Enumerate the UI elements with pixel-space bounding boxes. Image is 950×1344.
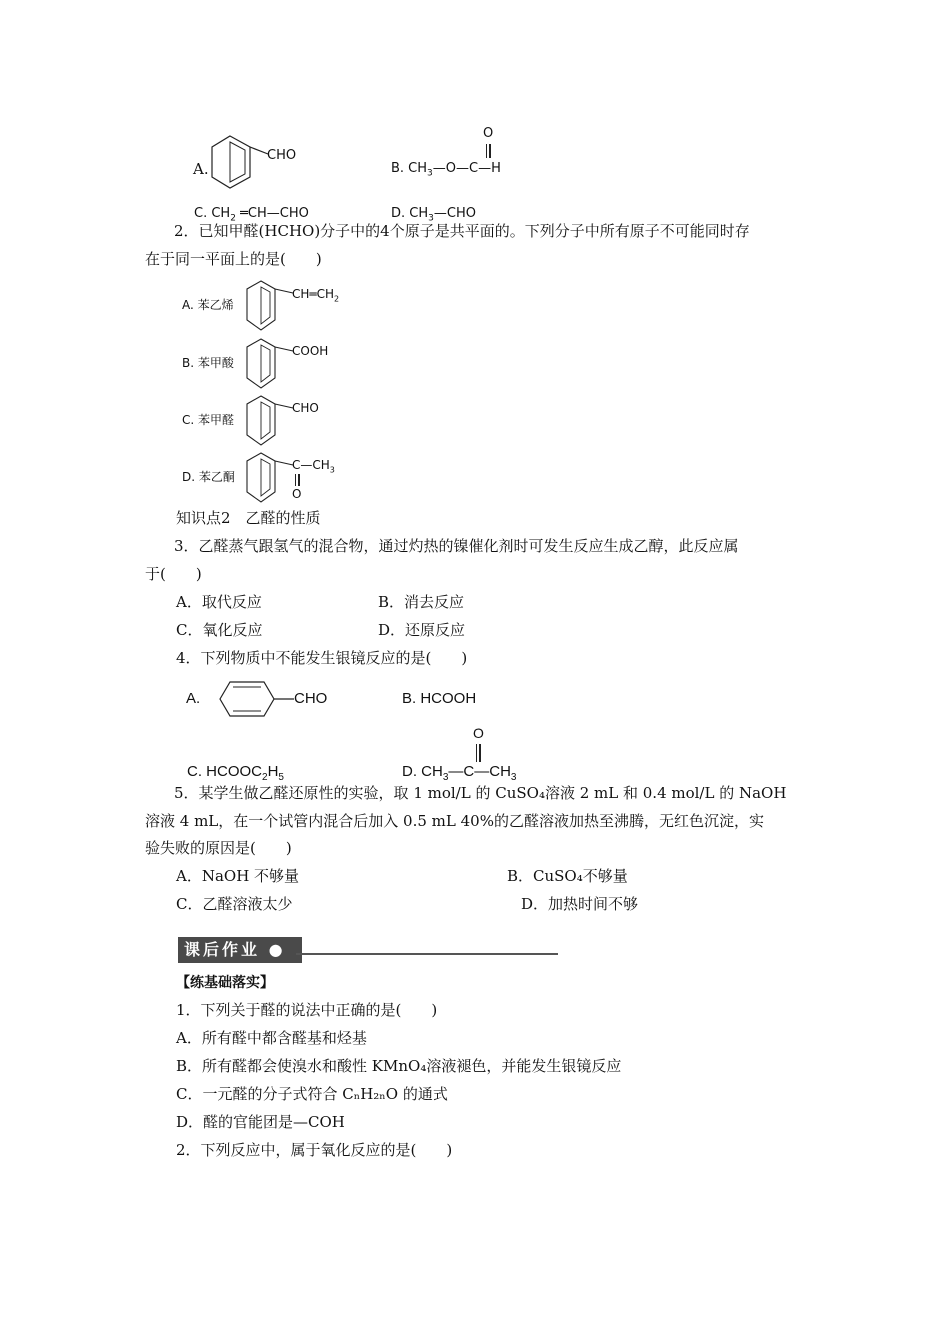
q2-option-a-label: A. 苯乙烯 — [182, 298, 234, 312]
knowledge-point-title: 知识点2 乙醛的性质 — [176, 509, 321, 527]
benzene-ring-icon — [245, 450, 295, 506]
q5-option-d: D．加热时间不够 — [521, 895, 639, 913]
q4-option-a-group: CHO — [294, 690, 328, 707]
hw-q1-option-b: B．所有醛都会使溴水和酸性 KMnO₄溶液褪色，并能发生银镜反应 — [176, 1057, 622, 1075]
hw-q2-stem: 2．下列反应中，属于氧化反应的是( ) — [176, 1141, 453, 1159]
q3-option-d: D．还原反应 — [378, 621, 466, 639]
q2-option-d-label: D. 苯乙酮 — [182, 470, 235, 484]
benzene-ring-icon — [245, 336, 295, 392]
benzene-ring-icon — [245, 393, 295, 449]
double-bond-icon — [486, 144, 488, 158]
q5-option-a: A．NaOH 不够量 — [176, 867, 300, 885]
q2-option-b-label: B. 苯甲酸 — [182, 356, 234, 370]
q4-option-d-oxygen: O — [473, 725, 484, 741]
q2-option-c-group: CHO — [292, 401, 319, 415]
q1-option-a-label: A. — [193, 160, 209, 178]
q1-option-b-oxygen: O — [483, 126, 494, 141]
q1-option-d: D. $CH_3—CHO$ — [391, 206, 476, 224]
double-bond-icon — [476, 744, 478, 762]
q1-option-b: B. $CH_3—O—C—H$ — [391, 161, 501, 179]
q2-option-d-oxygen: O — [292, 487, 302, 501]
q2-option-c-label: C. 苯甲醛 — [182, 413, 235, 427]
q2-option-d-group: $C—CH_3$ — [292, 458, 335, 475]
q2-option-a-group: $CH═CH_2$ — [292, 287, 340, 304]
bullet-icon: ● — [268, 940, 286, 959]
q5-option-c: C．乙醛溶液太少 — [176, 895, 293, 913]
q2-stem-line2: 在于同一平面上的是( ) — [145, 250, 322, 268]
hw-q1-option-c: C．一元醛的分子式符合 CₙH₂ₙO 的通式 — [176, 1085, 448, 1103]
q1-option-a-group: CHO — [267, 148, 297, 163]
hw-q1-option-a: A．所有醛中都含醛基和烃基 — [176, 1029, 367, 1047]
q5-option-b: B．CuSO₄不够量 — [507, 867, 628, 885]
q5-stem-line2: 溶液 4 mL，在一个试管内混合后加入 0.5 mL 40%的乙醛溶液加热至沸腾，无红色沉淀，实 — [145, 812, 764, 830]
benzene-ring-icon — [245, 278, 295, 334]
q4-option-b: B. HCOOH — [402, 690, 477, 707]
benzene-ring-icon — [206, 678, 296, 720]
q3-stem-line1: 3．乙醛蒸气跟氢气的混合物，通过灼热的镍催化剂时可发生反应生成乙醇，此反应属 — [174, 537, 739, 555]
q3-option-c: C．氧化反应 — [176, 621, 263, 639]
q4-option-d: D. $CH_3—C—CH_3$ — [402, 763, 517, 783]
homework-banner-label: 课后作业 ● — [178, 937, 302, 963]
q2-stem-line1: 2．已知甲醛(HCHO)分子中的4个原子是共平面的。下列分子中所有原子不可能同时存 — [174, 222, 750, 240]
q4-stem: 4．下列物质中不能发生银镜反应的是( ) — [176, 649, 468, 667]
q3-option-b: B．消去反应 — [378, 593, 465, 611]
hw-q1-stem: 1．下列关于醛的说法中正确的是( ) — [176, 1001, 438, 1019]
hw-q1-option-d: D．醛的官能团是—COH — [176, 1113, 345, 1131]
q1-option-c: C. $CH_2$ ═CH—CHO — [194, 206, 309, 224]
benzene-ring-icon — [210, 132, 270, 202]
q5-stem-line3: 验失败的原因是( ) — [145, 839, 292, 857]
divider — [296, 953, 558, 955]
q3-stem-line2: 于( ) — [145, 565, 202, 583]
section-title: 【练基础落实】 — [176, 975, 274, 991]
q4-option-c: C. $HCOOC_2H_5$ — [187, 763, 284, 783]
homework-banner — [178, 937, 558, 965]
q5-stem-line1: 5．某学生做乙醛还原性的实验，取 1 mol/L 的 CuSO₄溶液 2 mL 和 0.4 mol/L 的 NaOH — [174, 784, 787, 802]
q2-option-b-group: COOH — [292, 344, 329, 358]
double-bond-icon — [295, 474, 297, 486]
q4-option-a-label: A. — [186, 690, 201, 707]
q3-option-a: A．取代反应 — [176, 593, 262, 611]
